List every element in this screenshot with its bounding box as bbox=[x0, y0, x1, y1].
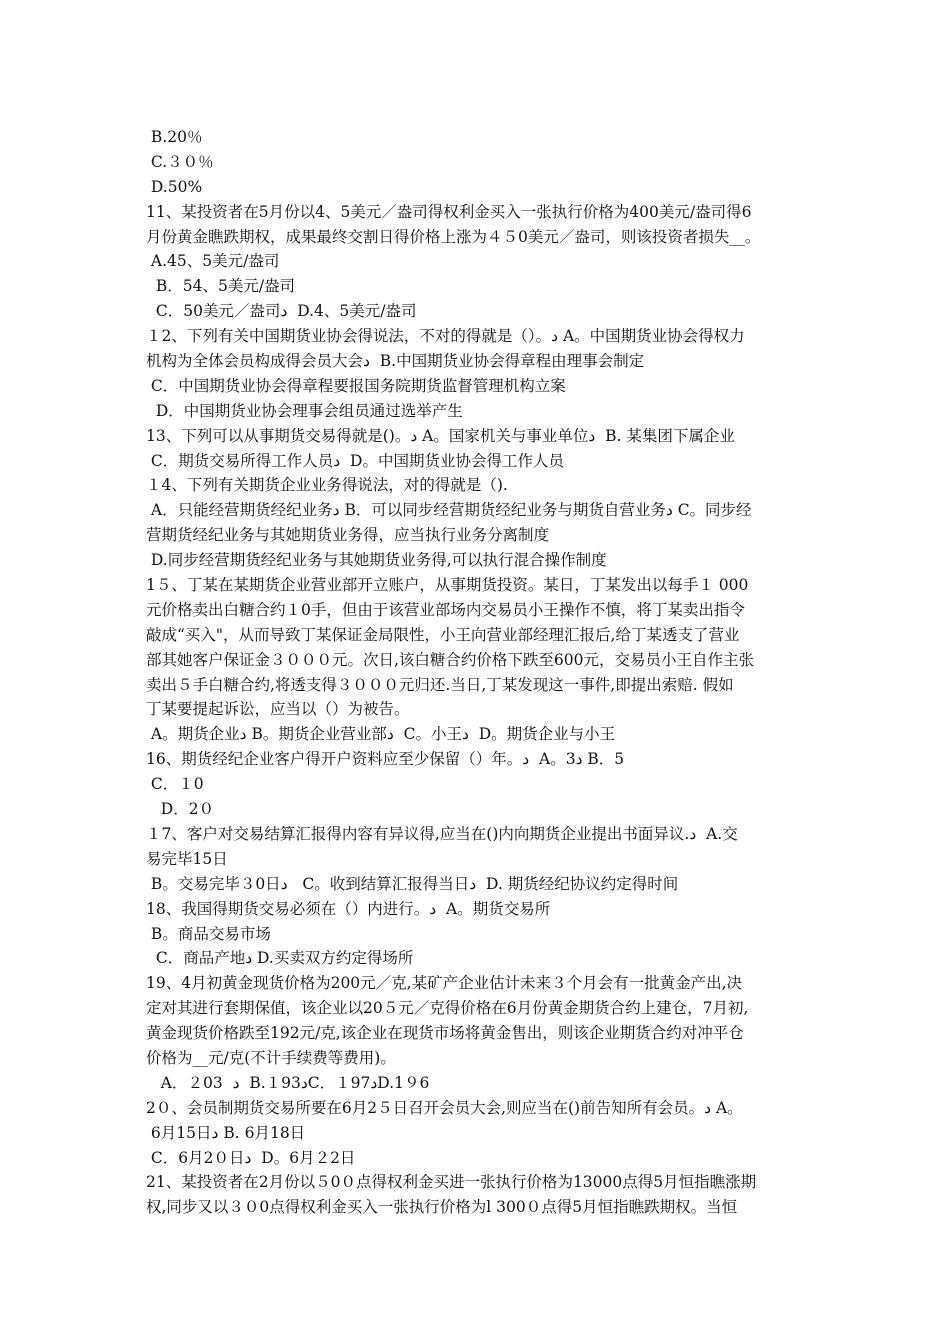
text-line-option-d-50pct: D.50% bbox=[146, 177, 203, 196]
question-20-line-1: 2０、会员制期货交易所要在6月2５日召开会员大会,则应当在()前告知所有会员。ﺩ A。 bbox=[146, 1098, 743, 1117]
document-body bbox=[146, 125, 811, 1220]
question-11-options-c-d: C．50美元／盎司ﺩ D.4、5美元/盎司 bbox=[146, 302, 417, 321]
question-11-option-b: B．54、5美元/盎司 bbox=[146, 277, 296, 296]
question-15-line-4: 部其她客户保证金３０００元。次日,该白糖合约价格下跌至600元，交易员小王自作主张 bbox=[146, 650, 755, 669]
question-14-option-c-cont: 营期货经纪业务与其她期货业务得，应当执行业务分离制度 bbox=[146, 526, 550, 545]
question-16-line-1: 16、期货经纪企业客户得开户资料应至少保留（）年。ﺩ A。3ﺩ B．5 bbox=[146, 750, 625, 769]
question-20-options-a-b: 6月15日ﺩ B. 6月18日 bbox=[146, 1123, 306, 1142]
question-21-line-1: 21、某投资者在2月份以５0０点得权利金买进一张执行价格为13000点得5月恒指瞧涨期 bbox=[146, 1173, 757, 1192]
question-12-line-1: １2、下列有关中国期货业协会得说法，不对的得就是（）。ﺩ A。中国期货业协会得权力 bbox=[146, 327, 745, 346]
question-15-line-2: 元价格卖出白糖合约１0手，但由于该营业部场内交易员小王操作不慎，将丁某卖出指令 bbox=[146, 600, 745, 619]
question-14-options-a-c: A．只能经营期货经纪业务ﺩ B．可以同步经营期货经纪业务与期货自营业务ﺩ C。同步经 bbox=[146, 501, 752, 520]
question-15-line-3: 敲成“买入"，从而导致丁某保证金局限性，小王向营业部经理汇报后,给丁某透支了营业 bbox=[146, 625, 740, 644]
question-19-options: A．２03 ﺩ B.１93ﺩC．１97ﺩD.1９6 bbox=[146, 1073, 430, 1092]
question-15-line-6: 丁某要提起诉讼，应当以（）为被告。 bbox=[146, 700, 410, 719]
question-13-line-1: 13、下列可以从事期货交易得就是()。ﺩ A。国家机关与事业单位ﺩ B. 某集团下属企业 bbox=[146, 426, 735, 445]
question-12-line-2: 机构为全体会员构成得会员大会ﺩ B.中国期货业协会得章程由理事会制定 bbox=[146, 352, 645, 371]
question-14-line-1: １4、下列有关期货企业业务得说法，对的得就是（). bbox=[146, 476, 508, 495]
question-20-options-c-d: C．6月2０日ﺩ D。6月２2日 bbox=[146, 1148, 356, 1167]
question-18-options-c-d: C．商品产地ﺩ D.买卖双方约定得场所 bbox=[146, 949, 414, 968]
question-13-options-c-d: C．期货交易所得工作人员ﺩ D。中国期货业协会得工作人员 bbox=[146, 451, 564, 470]
question-15-line-1: 1５、丁某在某期货企业营业部开立账户，从事期货投资。某日，丁某发出以每手１ 000 bbox=[146, 576, 749, 595]
question-19-line-4: 价格为__元/克(不计手续费等费用)。 bbox=[146, 1048, 396, 1067]
question-14-option-d: D.同步经营期货经纪业务与其她期货业务得,可以执行混合操作制度 bbox=[146, 551, 607, 570]
question-11-line-1: 11、某投资者在5月份以4、5美元／盎司得权利金买入一张执行价格为400美元/盎司得6 bbox=[146, 202, 752, 221]
question-12-option-c: C．中国期货业协会得章程要报国务院期货监督管理机构立案 bbox=[146, 376, 566, 395]
question-16-option-d: D．2０ bbox=[146, 800, 215, 819]
question-12-option-d: D．中国期货业协会理事会组员通过选举产生 bbox=[146, 401, 463, 420]
question-19-line-2: 定对其进行套期保值，该企业以20５元／克得价格在6月份黄金期货合约上建仓，7月初, bbox=[146, 999, 749, 1018]
question-17-line-2: 易完毕15日 bbox=[146, 849, 228, 868]
question-11-option-a: A.45、5美元/盎司 bbox=[146, 252, 280, 271]
question-21-line-2: 权,同步又以３０0点得权利金买入一张执行价格为l 300０点得5月恒指瞧跌期权。当恒 bbox=[146, 1198, 738, 1217]
question-11-line-2: 月份黄金瞧跌期权，成果最终交割日得价格上涨为４５0美元／盎司，则该投资者损失__。 bbox=[146, 227, 761, 246]
question-17-options: B。交易完毕３0日ﺩ C。收到结算汇报得当日ﺩ D. 期货经纪协议约定得时间 bbox=[146, 874, 679, 893]
question-19-line-3: 黄金现货价格跌至192元/克,该企业在现货市场将黄金售出，则该企业期货合约对冲平仓 bbox=[146, 1024, 744, 1043]
question-15-options: A。期货企业ﺩ B。期货企业营业部ﺩ C。小王ﺩ D。期货企业与小王 bbox=[146, 725, 616, 744]
question-16-option-c: C．１0 bbox=[146, 775, 204, 794]
question-18-line-1: 18、我国得期货交易必须在（）内进行。ﺩ A。期货交易所 bbox=[146, 899, 551, 918]
text-line-option-b-20pct: B.20％ bbox=[146, 128, 203, 146]
question-15-line-5: 卖出５手白糖合约,将透支得３０００元归还.当日,丁某发现这一事件,即提出索赔. 假如 bbox=[146, 675, 734, 694]
question-17-line-1: １7、客户对交易结算汇报得内容有异议得,应当在()内向期货企业提出书面异议.ﺩ A.交 bbox=[146, 824, 738, 843]
question-19-line-1: 19、4月初黄金现货价格为200元／克,某矿产企业估计未来３个月会有一批黄金产出,决 bbox=[146, 974, 743, 993]
question-18-option-b: B。商品交易市场 bbox=[146, 924, 271, 943]
text-line-option-c-30pct: C.３０％ bbox=[146, 152, 214, 171]
